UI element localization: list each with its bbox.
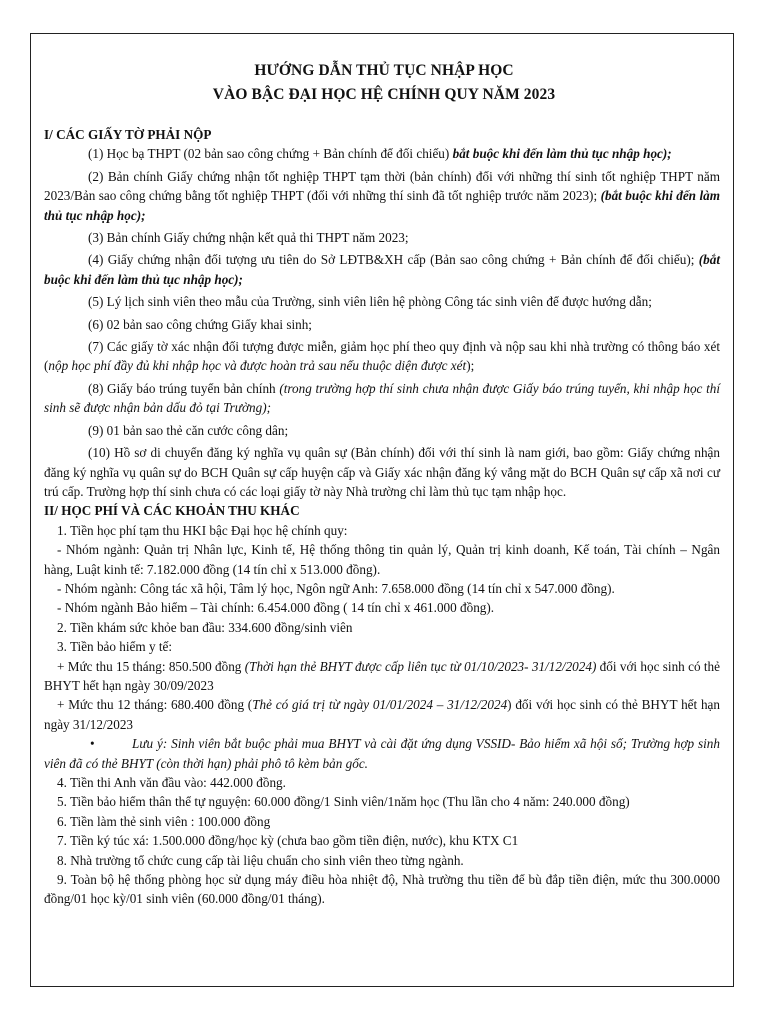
- fee-study-materials: 8. Nhà trường tổ chức cung cấp tài liệu chuẩn cho sinh viên theo từng ngành.: [57, 852, 464, 868]
- requirement-item-4-emphasis: (bắt buộc khi đến làm thủ tục nhập học);: [44, 252, 720, 287]
- requirement-item-8-text: (8) Giấy báo trúng tuyển bản chính: [88, 380, 280, 396]
- fee-insurance-15-months: [44, 657, 720, 696]
- requirement-item-10-text: (10) Hồ sơ di chuyển đăng ký nghĩa vụ quân sự (Bản chính) đối với thí sinh là nam giới, bao gồm: Giấy chứng nhận đăng ký nghĩa vụ quân sự do BCH Quân sự cấp huyện cấp và Giấy xác nhận đăng ký vắng mặt do BCH Quân sự cấp xã nơi cư trú cấp. Trường hợp thí sinh chưa có các loại giấy tờ này Nhà trường chỉ làm thủ tục tạm nhập học.: [44, 445, 720, 499]
- ins15-label: + Mức thu 15 tháng: 850.500 đồng: [57, 658, 245, 674]
- fee-english-test: 4. Tiền thi Anh văn đầu vào: 442.000 đồng.: [57, 775, 286, 790]
- requirement-item-10: [44, 443, 720, 501]
- document-body: [44, 125, 720, 909]
- insurance-note-text: Lưu ý: Sinh viên bắt buộc phải mua BHYT và cài đặt ứng dụng VSSID- Bảo hiểm xã hội số; Trường hợp sinh viên đã có thẻ BHYT (còn thời hạn) phải phô tô kèm bản gốc.: [44, 736, 720, 771]
- ins12-validity: Thẻ có giá trị từ ngày 01/01/2024 – 31/12/2024: [252, 697, 508, 713]
- requirement-item-1-text: (1) Học bạ THPT (02 bản sao công chứng + Bản chính để đối chiếu): [88, 146, 453, 162]
- fee-air-conditioning: 9. Toàn bộ hệ thống phòng học sử dụng máy điều hòa nhiệt độ, Nhà trường thu tiền để bù đắp tiền điện, mức thu 300.0000 đồng/01 học kỳ/01 sinh viên (60.000 đồng/01 tháng).: [44, 872, 720, 907]
- requirement-item-7-italic: nộp học phí đầy đủ khi nhập học và được hoàn trả sau nếu thuộc diện được xét: [48, 358, 467, 374]
- requirement-item-5: [44, 292, 720, 311]
- fee-tuition-title: 1. Tiền học phí tạm thu HKI bậc Đại học hệ chính quy:: [57, 522, 348, 538]
- requirement-item-7-after: );: [466, 358, 475, 374]
- ins12-condition: ) đối với học sinh có thẻ BHYT hết hạn ngày 31/12/2023: [44, 697, 720, 732]
- requirement-item-3-text: (3) Bản chính Giấy chứng nhận kết quả thi THPT năm 2023;: [88, 230, 409, 246]
- requirement-item-9: [44, 421, 720, 440]
- requirement-item-4: [44, 250, 720, 289]
- requirement-item-6-text: (6) 02 bản sao công chứng Giấy khai sinh;: [88, 316, 312, 332]
- requirement-item-4-text: (4) Giấy chứng nhận đối tượng ưu tiên do Sở LĐTB&XH cấp (Bản sao công chứng + Bản chính để đối chiếu);: [88, 252, 699, 268]
- fee-insurance-title: 3. Tiền bảo hiểm y tế:: [57, 639, 173, 655]
- requirement-item-2-text: (2) Bản chính Giấy chứng nhận tốt nghiệp THPT tạm thời (bản chính) đối với những thí sinh tốt nghiệp THPT năm 2023/Bản sao công chứng bằng tốt nghiệp THPT (đối với những thí sinh đã tốt nghiệp trước năm 2023);: [44, 168, 720, 204]
- document-title-line-1: HƯỚNG DẪN THỦ TỤC NHẬP HỌC: [254, 62, 514, 79]
- fee-accident-insurance: 5. Tiền bảo hiểm thân thể tự nguyện: 60.000 đồng/1 Sinh viên/1năm học (Thu lần cho 4 năm: 240.000 đồng): [57, 794, 630, 810]
- requirement-item-1-emphasis: bắt buộc khi đến làm thủ tục nhập học);: [452, 146, 672, 162]
- requirement-item-9-text: (9) 01 bản sao thẻ căn cước công dân;: [88, 422, 289, 438]
- requirement-item-2-emphasis: (bắt buộc khi đến làm thủ tục nhập học);: [44, 188, 721, 223]
- ins15-condition: đối với học sinh có thẻ BHYT hết hạn ngày 30/09/2023: [44, 658, 720, 693]
- fee-tuition-group-3: - Nhóm ngành Bảo hiểm – Tài chính: 6.454.000 đồng ( 14 tín chỉ x 461.000 đồng).: [57, 600, 495, 616]
- requirement-item-1: [44, 144, 720, 163]
- requirement-item-6: [44, 315, 720, 334]
- fee-dormitory: 7. Tiền ký túc xá: 1.500.000 đồng/học kỳ (chưa bao gồm tiền điện, nước), khu KTX C1: [57, 833, 519, 849]
- requirement-item-5-text: (5) Lý lịch sinh viên theo mẫu của Trường, sinh viên liên hệ phòng Công tác sinh viên để được hướng dẫn;: [88, 294, 652, 310]
- document-title-line-2: VÀO BẬC ĐẠI HỌC HỆ CHÍNH QUY NĂM 2023: [212, 86, 556, 103]
- ins12-label: + Mức thu 12 tháng: 680.400 đồng (: [57, 697, 253, 713]
- section-2-heading: II/ HỌC PHÍ VÀ CÁC KHOẢN THU KHÁC: [44, 503, 300, 519]
- fee-student-card: 6. Tiền làm thẻ sinh viên : 100.000 đồng: [57, 813, 271, 829]
- requirement-item-2: [44, 167, 720, 225]
- fee-health-check: 2. Tiền khám sức khỏe ban đầu: 334.600 đồng/sinh viên: [57, 619, 353, 635]
- insurance-note: [44, 734, 720, 773]
- ins15-validity: (Thời hạn thẻ BHYT được cấp liên tục từ 01/10/2023- 31/12/2024): [244, 658, 597, 674]
- fee-insurance-12-months: [44, 695, 720, 734]
- requirement-item-7-text: (7) Các giấy tờ xác nhận đối tượng được miễn, giảm học phí theo quy định và nộp sau khi nhà trường có thông báo xét (: [44, 339, 720, 374]
- requirement-item-3: [44, 228, 720, 247]
- fee-tuition-group-1: - Nhóm ngành: Quản trị Nhân lực, Kinh tế, Hệ thống thông tin quản lý, Quản trị kinh doanh, Kế toán, Tài chính – Ngân hàng, Luật kinh tế: 7.182.000 đồng (14 tín chỉ x 513.000 đồng).: [44, 542, 720, 577]
- requirement-item-8: [44, 379, 720, 418]
- bullet-icon: •: [90, 736, 95, 752]
- section-1-heading: I/ CÁC GIẤY TỜ PHẢI NỘP: [44, 127, 212, 142]
- requirement-item-7: [44, 337, 720, 376]
- fee-tuition-group-2: - Nhóm ngành: Công tác xã hội, Tâm lý học, Ngôn ngữ Anh: 7.658.000 đồng (14 tín chỉ x 547.000 đồng).: [57, 580, 615, 596]
- requirement-item-8-italic: (trong trường hợp thí sinh chưa nhận được Giấy báo trúng tuyển, khi nhập học thí sinh sẽ được nhận bản dấu đỏ tại Trường);: [44, 380, 721, 416]
